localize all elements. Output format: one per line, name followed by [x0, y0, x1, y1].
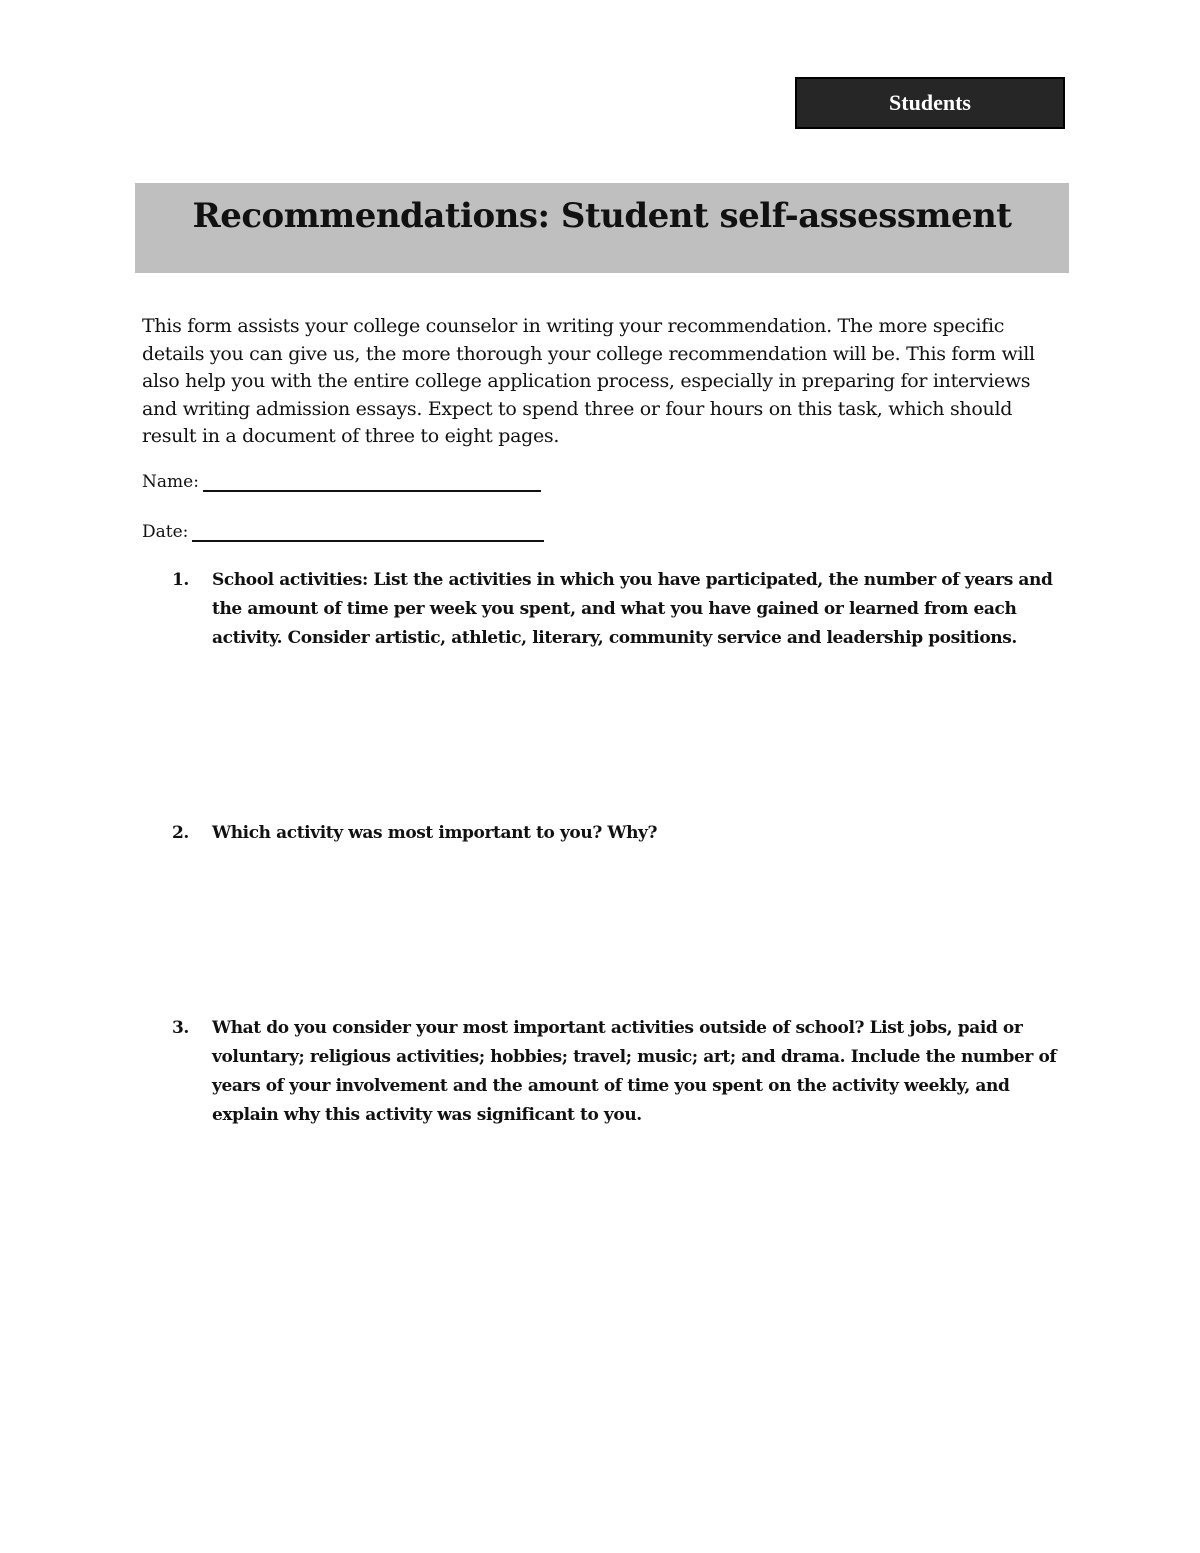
name-label: Name: [142, 472, 199, 492]
question-number: 2. [172, 823, 189, 843]
question-2 [172, 819, 1062, 848]
question-number: 1. [172, 570, 189, 590]
date-field[interactable] [192, 522, 544, 542]
date-field-row [142, 522, 544, 542]
intro-paragraph: This form assists your college counselor in writing your recommendation. The more specific details you can give us, the more thorough your college recommendation will be. This form will also help you with the entire college application process, especially in preparing for interviews and writing admission essays. Expect to spend three or four hours on this task, which should result in a document of three to eight pages. [142, 315, 1035, 447]
question-number: 3. [172, 1018, 189, 1038]
question-text: Which activity was most important to you? Why? [212, 823, 658, 843]
question-text: School activities: List the activities in which you have participated, the number of years and the amount of time per week you spent, and what you have gained or learned from each activity. Consider artistic, athletic, literary, community service and leadership positions. [212, 570, 1053, 648]
name-field-row [142, 472, 541, 492]
name-field[interactable] [203, 472, 541, 492]
section-tag: Students [795, 77, 1065, 129]
title-band [135, 183, 1069, 273]
question-3 [172, 1014, 1062, 1130]
question-text: What do you consider your most important activities outside of school? List jobs, paid or voluntary; religious activities; hobbies; travel; music; art; and drama. Include the number of years of your involvement and the amount of time you spent on the activity weekly, and explain why this activity was significant to you. [212, 1018, 1057, 1125]
question-1 [172, 566, 1062, 653]
date-label: Date: [142, 522, 189, 542]
page-title: Recommendations: Student self-assessment [192, 196, 1012, 236]
